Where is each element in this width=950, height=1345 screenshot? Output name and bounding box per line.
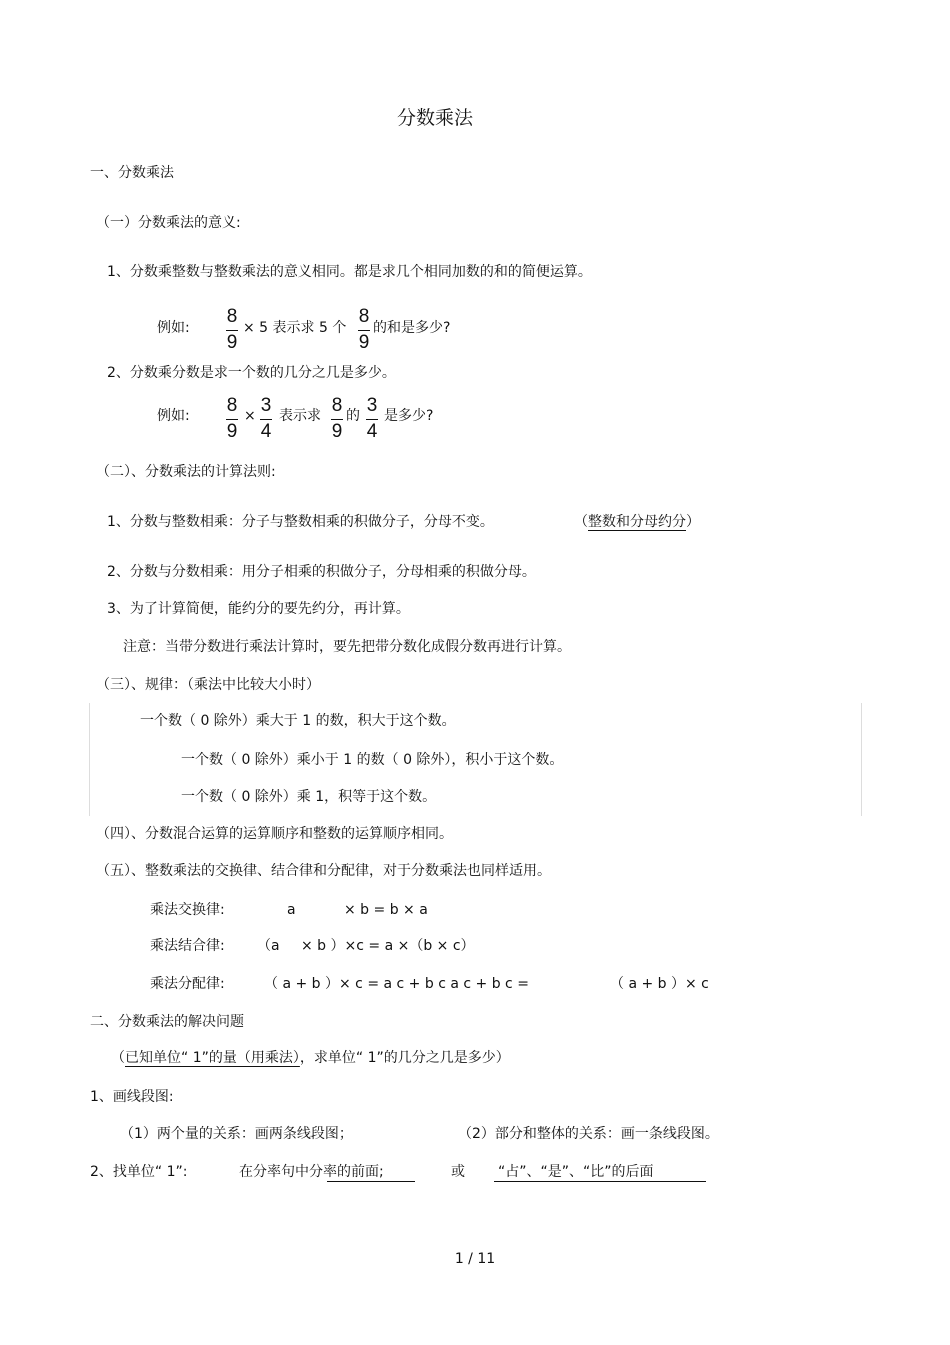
page-title: 分数乘法 [396, 107, 473, 129]
subsection-laws: （三）、规律：（乘法中比较大小时） [96, 677, 320, 693]
rule-2: 2、分数与分数相乘：用分子相乘的积做分子，分母相乘的积做分母。 [107, 564, 536, 580]
law-2: 一个数（ 0 除外）乘小于 1 的数（ 0 除外），积小于这个数。 [181, 752, 564, 768]
law-3: 一个数（ 0 除外）乘 1，积等于这个数。 [181, 789, 437, 805]
q2-option-a-underline [327, 1181, 415, 1182]
distributive-formula: （ a + b ）× c = a c + b c a c + b c = [264, 976, 529, 992]
q1-option-b: （2）部分和整体的关系：画一条线段图。 [458, 1126, 719, 1142]
q2-option-b-underline [494, 1181, 706, 1182]
subsection-rules: （二）、分数乘法的计算法则: [96, 464, 276, 480]
section-2-heading: 二、分数乘法的解决问题 [90, 1014, 244, 1030]
paragraph-2: 2、分数乘分数是求一个数的几分之几是多少。 [107, 365, 396, 381]
rule-1-note: （整数和分母约分） [574, 514, 700, 530]
example-2-label: 例如: [157, 408, 190, 424]
q2-heading: 2、找单位“ 1”: [90, 1164, 188, 1180]
box-right-border [861, 703, 862, 816]
commutative-a: a [287, 902, 296, 918]
example-1-tail: 的和是多少? [373, 320, 451, 336]
q2-option-b: “占”、“是”、“比”的后面 [498, 1164, 654, 1180]
subsection-laws-apply: （五）、整数乘法的交换律、结合律和分配律，对于分数乘法也同样适用。 [96, 863, 551, 879]
note: 注意：当带分数进行乘法计算时，要先把带分数化成假分数再进行计算。 [123, 639, 571, 655]
section-2-intro: （已知单位“ 1”的量（用乘法），求单位“ 1”的几分之几是多少） [111, 1050, 510, 1066]
distributive-formula-end: （ a + b ）× c [610, 976, 709, 992]
commutative-label: 乘法交换律: [150, 902, 225, 918]
associative-label: 乘法结合律: [150, 938, 225, 954]
times-sign: × [244, 408, 256, 424]
section-1-heading: 一、分数乘法 [90, 165, 174, 181]
box-left-border [89, 703, 90, 816]
associative-open: （a [257, 938, 280, 954]
paragraph-1: 1、分数乘整数与整数乘法的意义相同。都是求几个相同加数的和的简便运算。 [107, 264, 592, 280]
example-1-label: 例如: [157, 320, 190, 336]
example-2-de: 的 [346, 408, 360, 424]
q2-option-a: 在分率句中分率的前面; [239, 1164, 384, 1180]
q1-option-a: （1）两个量的关系：画两条线段图； [120, 1126, 353, 1142]
rule-1: 1、分数与整数相乘：分子与整数相乘的积做分子，分母不变。 [107, 514, 494, 530]
example-1-text: × 5 表示求 5 个 [243, 320, 347, 336]
law-1: 一个数（ 0 除外）乘大于 1 的数，积大于这个数。 [140, 713, 456, 729]
q2-or: 或 [451, 1164, 465, 1180]
q1-heading: 1、画线段图: [90, 1089, 174, 1105]
page-number: 1 / 11 [454, 1251, 496, 1267]
distributive-label: 乘法分配律: [150, 976, 225, 992]
example-2-text: 表示求 [279, 408, 321, 424]
commutative-formula: × b = b × a [344, 902, 428, 918]
subsection-meaning: （一）分数乘法的意义: [96, 215, 241, 231]
rule-3: 3、为了计算简便，能约分的要先约分，再计算。 [107, 601, 410, 617]
associative-formula: × b ）×c = a ×（b × c） [301, 938, 475, 954]
example-2-tail: 是多少? [384, 408, 434, 424]
subsection-mixed-ops: （四）、分数混合运算的运算顺序和整数的运算顺序相同。 [96, 826, 453, 842]
